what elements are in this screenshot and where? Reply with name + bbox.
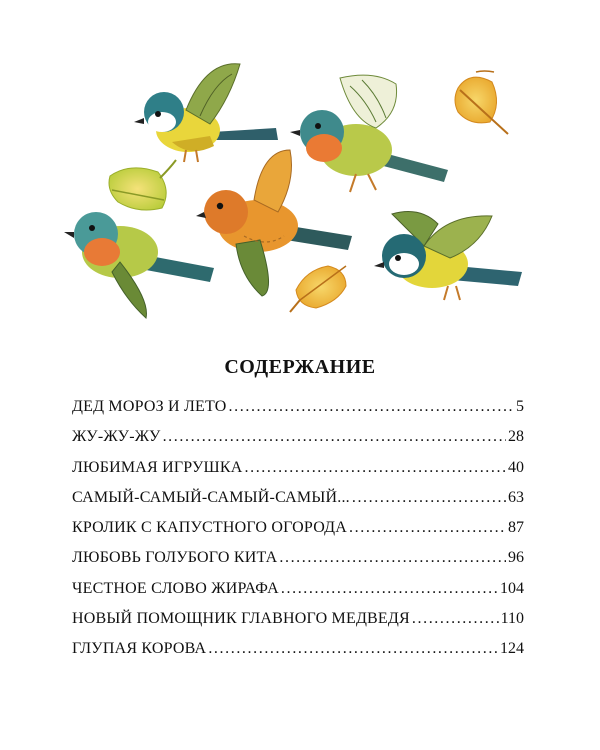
toc-entry-page: 124 — [500, 640, 524, 658]
toc-entry[interactable] — [72, 459, 524, 489]
toc-entry-page: 5 — [516, 398, 524, 415]
toc-entry-page: 110 — [500, 610, 524, 628]
leaf-icon — [290, 266, 346, 312]
toc-entry-page: 40 — [508, 458, 524, 476]
toc-entry[interactable] — [72, 489, 524, 519]
toc-entry-title: ЧЕСТНОЕ СЛОВО ЖИРАФА — [72, 579, 279, 597]
toc-entry-title: ЖУ-ЖУ-ЖУ — [72, 428, 161, 446]
toc-entry-page: 63 — [508, 488, 524, 506]
toc-leader-dots — [412, 610, 499, 628]
leaf-icon — [455, 71, 508, 134]
birds-illustration — [0, 0, 600, 335]
toc-entry-page: 28 — [508, 428, 524, 446]
toc-leader-dots — [229, 398, 514, 416]
toc-entry-page: 104 — [500, 579, 524, 597]
toc-entry[interactable] — [72, 398, 524, 428]
toc-entry[interactable] — [72, 580, 524, 610]
toc-entry-title: ЛЮБИМАЯ ИГРУШКА — [72, 458, 243, 476]
toc-entry-title: НОВЫЙ ПОМОЩНИК ГЛАВНОГО МЕДВЕДЯ — [72, 610, 410, 628]
leaf-icon — [109, 160, 176, 210]
toc-leader-dots — [163, 428, 506, 446]
toc-entry-title: ДЕД МОРОЗ И ЛЕТО — [72, 398, 227, 415]
bird-icon — [290, 75, 448, 192]
toc-entry-page: 87 — [508, 519, 524, 537]
toc-leader-dots — [208, 640, 498, 658]
toc-entry[interactable] — [72, 640, 524, 670]
toc-entry[interactable] — [72, 549, 524, 579]
toc-entry-page: 96 — [508, 549, 524, 567]
toc-leader-dots — [281, 580, 498, 598]
toc-entry-title: ГЛУПАЯ КОРОВА — [72, 640, 207, 658]
toc-entry-title: ЛЮБОВЬ ГОЛУБОГО КИТА — [72, 549, 278, 567]
toc-entry[interactable] — [72, 610, 524, 640]
table-of-contents — [72, 398, 524, 671]
toc-leader-dots — [279, 549, 506, 567]
bird-icon — [374, 212, 522, 300]
toc-entry[interactable] — [72, 428, 524, 458]
toc-leader-dots — [245, 459, 507, 477]
toc-leader-dots — [349, 519, 506, 537]
bird-icon — [134, 64, 278, 162]
contents-heading: СОДЕРЖАНИЕ — [224, 356, 376, 378]
toc-entry-title: САМЫЙ-САМЫЙ-САМЫЙ-САМЫЙ... — [72, 488, 350, 506]
bird-icon — [64, 212, 214, 318]
toc-entry-title: КРОЛИК С КАПУСТНОГО ОГОРОДА — [72, 519, 348, 537]
toc-leader-dots — [352, 489, 506, 507]
toc-entry[interactable] — [72, 519, 524, 549]
